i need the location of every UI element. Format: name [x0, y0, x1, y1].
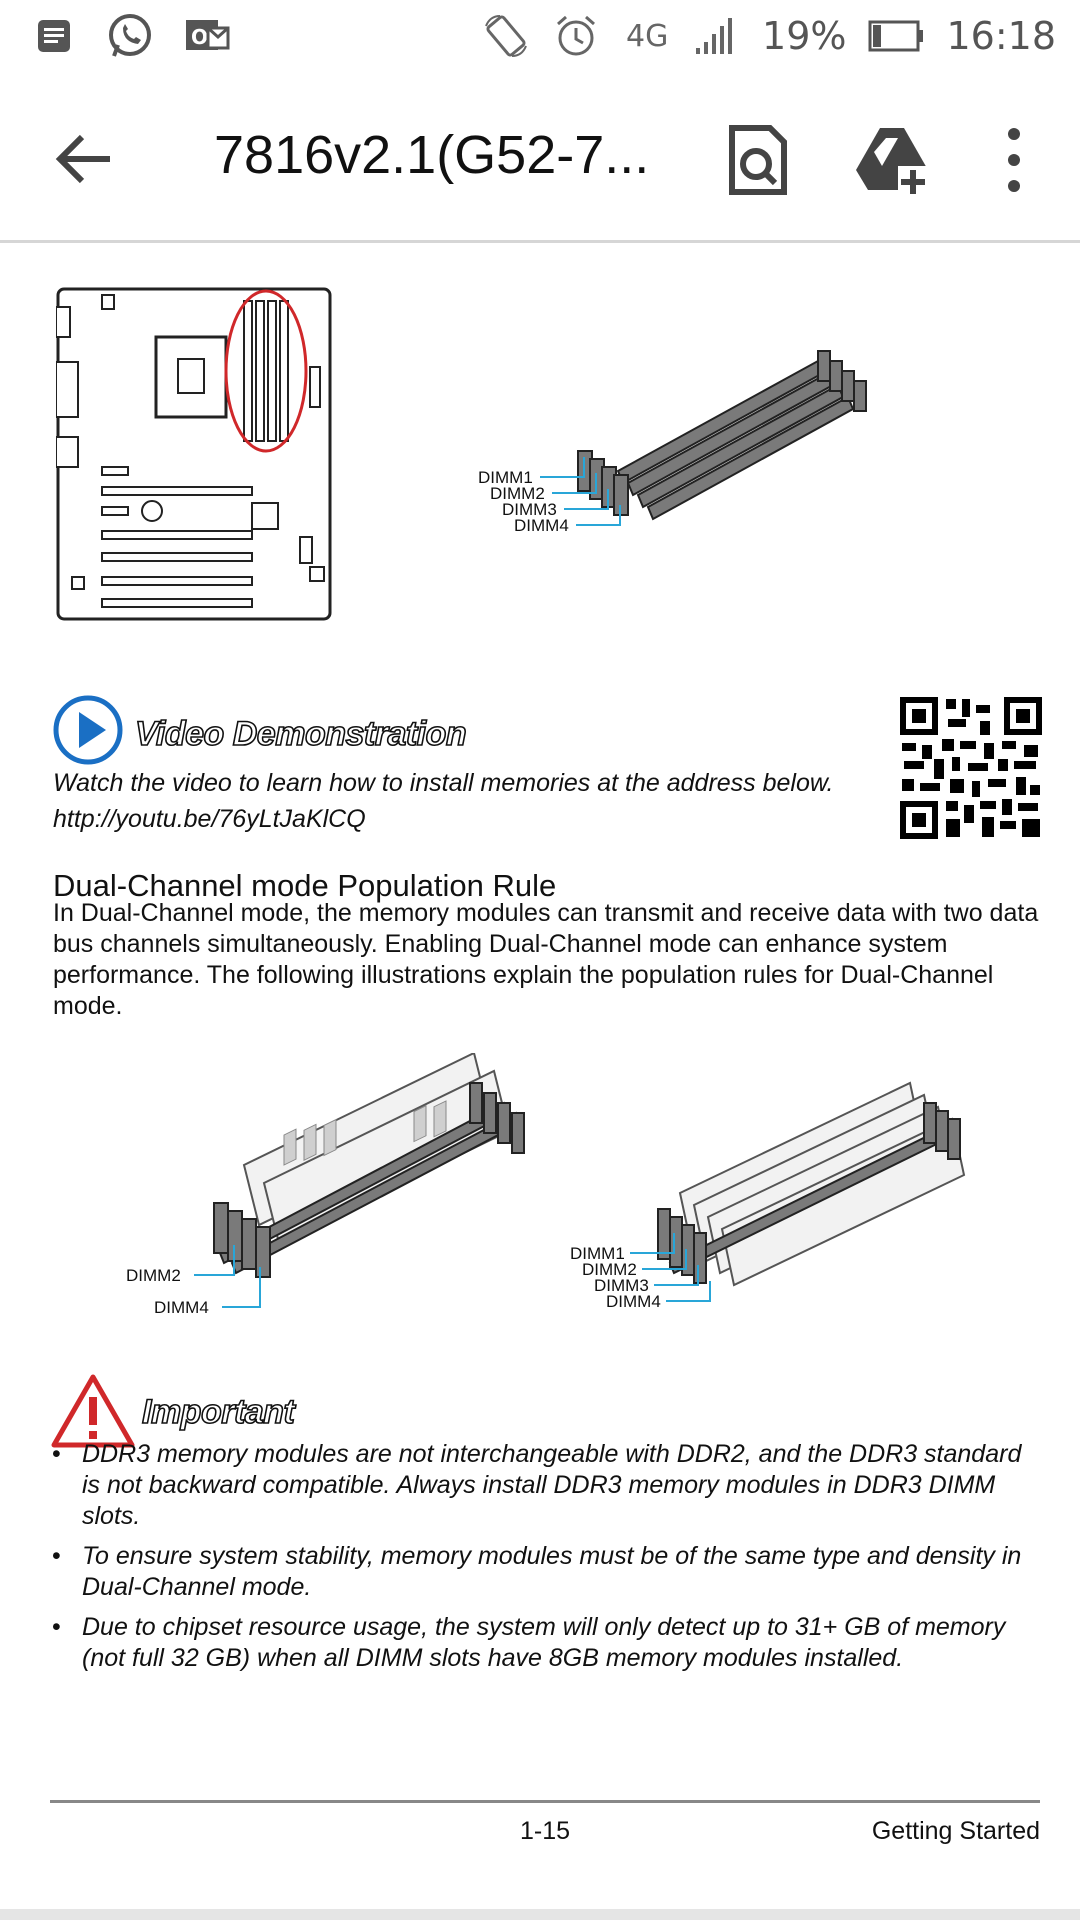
more-vert-icon[interactable] [980, 120, 1060, 200]
status-bar [0, 0, 1080, 76]
document-title: 7816v2.1(G52-7... [214, 125, 650, 185]
video-demo-link[interactable]: http://youtu.be/76yLtJaKlCQ [53, 805, 366, 833]
clock: 16:18 [946, 14, 1056, 58]
video-demo-heading: Video Demonstration [135, 715, 467, 753]
page-bottom-edge [0, 1909, 1080, 1920]
back-arrow-icon[interactable] [50, 124, 120, 194]
dimm-label: DIMM2 [582, 1260, 637, 1279]
footer-divider [50, 1800, 1040, 1803]
dimm-label: DIMM4 [154, 1298, 209, 1313]
battery-icon [868, 12, 924, 60]
list-item: • To ensure system stability, memory modules must be of the same type and density in Dual-Channel mode. [52, 1541, 1042, 1603]
signal-icon [692, 12, 740, 60]
document-page [0, 243, 1080, 1920]
notes-icon [30, 12, 78, 60]
4g-icon [622, 12, 670, 60]
email-icon [182, 12, 230, 60]
motherboard-diagram [56, 287, 336, 627]
qr-code-icon [898, 695, 1044, 841]
dual-channel-illustration-right [570, 1063, 980, 1313]
dimm-slots-illustration [478, 321, 898, 601]
dual-channel-illustration-left [124, 1053, 534, 1313]
app-bar [0, 76, 1080, 243]
important-heading: Important [142, 1393, 295, 1431]
important-list [52, 1439, 1042, 1683]
page-number: 1-15 [520, 1817, 571, 1845]
dimm-label: DIMM2 [490, 484, 545, 503]
alarm-icon [552, 12, 600, 60]
section-title: Getting Started [871, 1817, 1040, 1845]
play-icon[interactable] [52, 694, 124, 766]
video-demo-text: Watch the video to learn how to install memories at the address below. [53, 769, 834, 797]
dimm-label: DIMM1 [478, 468, 533, 487]
list-item: • DDR3 memory modules are not interchangeable with DDR2, and the DDR3 standard is not backward compatible. Always install DDR3 memory modules in DDR3 DIMM slots. [52, 1439, 1042, 1532]
dimm-label: DIMM4 [514, 516, 569, 535]
dimm-label: DIMM4 [606, 1292, 661, 1311]
svg-text:O: O [191, 25, 209, 49]
rotate-icon [482, 12, 530, 60]
rule-heading: Dual-Channel mode Population Rule [53, 868, 557, 903]
warning-icon [50, 1373, 136, 1449]
dimm-label: DIMM1 [570, 1244, 625, 1263]
whatsapp-icon [106, 12, 154, 60]
add-to-drive-icon[interactable] [852, 120, 932, 200]
list-item: • Due to chipset resource usage, the system will only detect up to 31+ GB of memory (not full 32 GB) when all DIMM slots have 8GB memory modules installed. [52, 1612, 1042, 1674]
dimm-label: DIMM3 [594, 1276, 649, 1295]
find-in-page-icon[interactable] [718, 120, 798, 200]
dimm-label: DIMM2 [126, 1266, 181, 1285]
svg-text:4G: 4G [626, 19, 669, 54]
rule-body: In Dual-Channel mode, the memory modules can transmit and receive data with two data bus channels simultaneously. Enabling Dual-Channel mode can enhance system performance. The following illustrations explain the population rules for Dual-Channel mode. [53, 899, 1039, 1020]
dimm-label: DIMM3 [502, 500, 557, 519]
battery-percent: 19% [762, 14, 847, 58]
